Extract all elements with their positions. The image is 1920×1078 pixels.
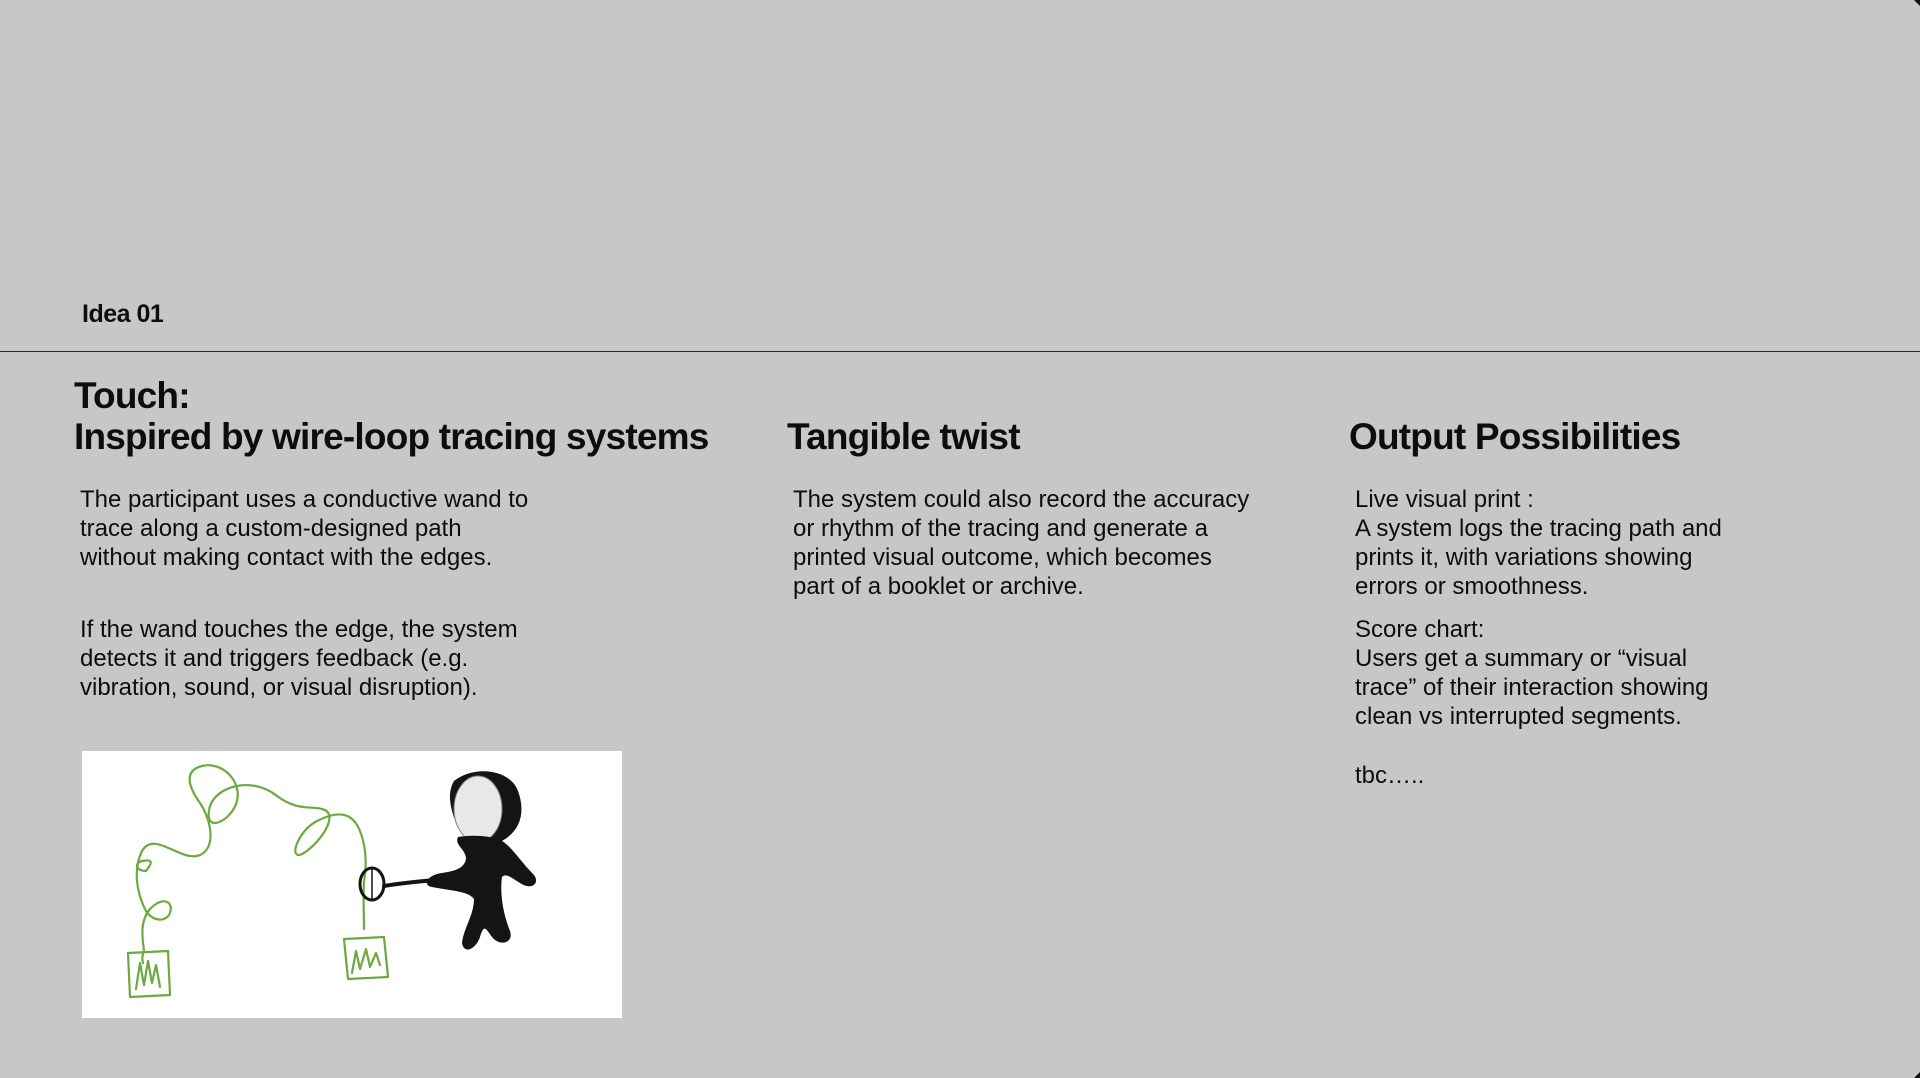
wire-loop-sketch-image	[82, 751, 622, 1018]
divider	[0, 351, 1920, 352]
touch-title: Touch: Inspired by wire-loop tracing systems	[74, 375, 709, 457]
figure-body	[427, 836, 536, 950]
touch-paragraph-2: If the wand touches the edge, the system detects it and triggers feedback (e.g. vibration, sound, or visual disruption).	[80, 616, 518, 701]
score-chart-paragraph: Score chart: Users get a summary or “visual trace” of their interaction showing clean vs interrupted segments.	[1355, 616, 1709, 730]
live-visual-print-paragraph: Live visual print : A system logs the tracing path and prints it, with variations showing errors or smoothness.	[1355, 486, 1722, 600]
wire-loop-sketch-icon	[82, 751, 622, 1018]
tangible-twist-paragraph: The system could also record the accuracy or rhythm of the tracing and generate a printed visual outcome, which becomes part of a booklet or archive.	[793, 486, 1250, 600]
corner-mark-top	[1914, 0, 1920, 6]
output-possibilities-title: Output Possibilities	[1349, 416, 1681, 457]
wire-path	[128, 765, 388, 997]
figure-with-wand	[360, 771, 536, 949]
idea-label: Idea 01	[82, 300, 164, 328]
corner-mark-bottom	[1914, 1072, 1920, 1078]
tangible-twist-title: Tangible twist	[787, 416, 1020, 457]
touch-paragraph-1: The participant uses a conductive wand to trace along a custom-designed path without making contact with the edges.	[80, 486, 529, 571]
tbc-note: tbc…..	[1355, 762, 1425, 789]
